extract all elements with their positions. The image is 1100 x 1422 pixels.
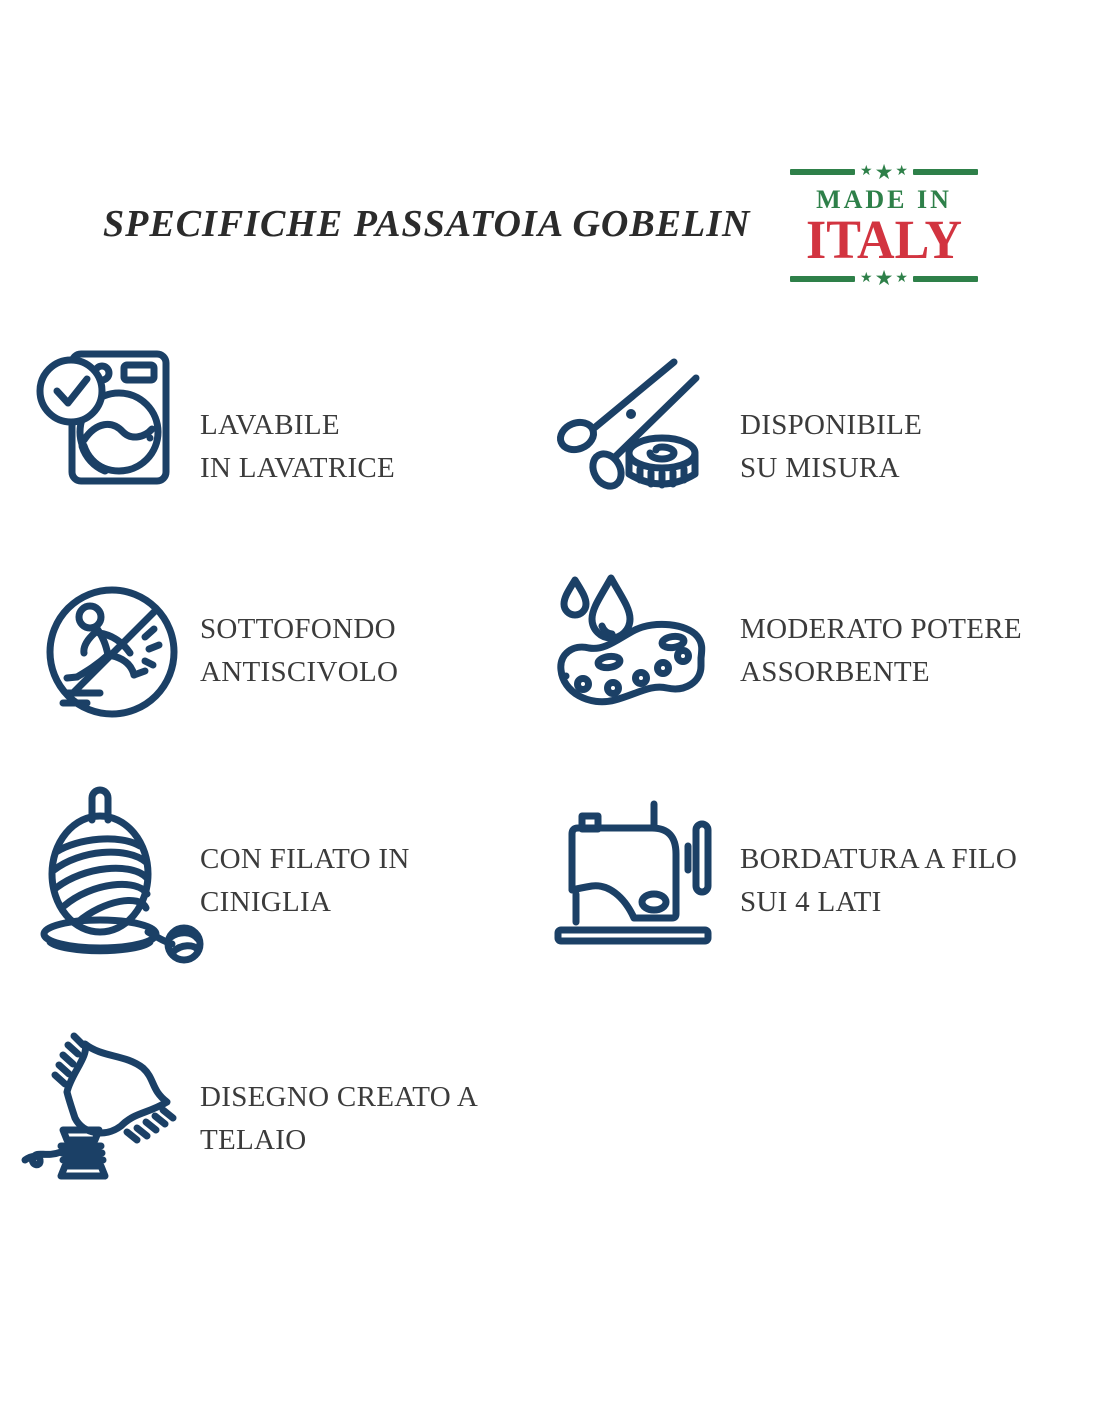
feature-label-line: ASSORBENTE: [740, 656, 930, 688]
feature-label-line: DISEGNO CREATO A: [200, 1081, 479, 1113]
feature-label-line: DISPONIBILE: [740, 409, 923, 441]
badge-italy-text: ITALY: [805, 210, 963, 270]
badge-made-in-text: MADE IN: [816, 185, 952, 214]
badge-top-row: [790, 160, 978, 184]
star-icon: ★: [874, 159, 894, 184]
feature-label-line: ANTISCIVOLO: [200, 656, 399, 688]
feature-antiscivolo-label: [200, 608, 570, 694]
feature-label-line: LAVABILE: [200, 409, 340, 441]
feature-label-line: SUI 4 LATI: [740, 886, 882, 918]
feature-label-line: TELAIO: [200, 1124, 307, 1156]
sewing-machine-icon: [548, 798, 723, 958]
yarn-spool-icon: [28, 782, 213, 977]
badge-bar: [790, 276, 855, 282]
feature-label-line: SU MISURA: [740, 452, 900, 484]
star-icon: ★: [874, 266, 894, 291]
badge-bar: [913, 169, 978, 175]
star-icon: ★: [895, 270, 908, 286]
feature-telaio-label: [200, 1076, 570, 1162]
loom-fabric-icon: [15, 1032, 205, 1187]
feature-assorbente-label: [740, 608, 1100, 694]
made-in-italy-badge: [790, 160, 978, 291]
feature-bordatura-label: [740, 838, 1100, 924]
star-icon: ★: [860, 164, 873, 179]
washing-machine-check-icon: [28, 342, 178, 494]
scissors-measuring-tape-icon: [550, 352, 718, 512]
feature-label-line: BORDATURA A FILO: [740, 843, 1018, 875]
badge-bar: [913, 276, 978, 282]
badge-bar: [790, 169, 855, 175]
feature-ciniglia-label: [200, 838, 570, 924]
feature-su-misura-label: [740, 404, 1100, 490]
feature-label-line: IN LAVATRICE: [200, 452, 396, 484]
star-icons: [860, 268, 908, 289]
feature-label-line: CON FILATO IN: [200, 843, 410, 875]
no-slip-icon: [36, 576, 188, 728]
star-icon: ★: [895, 164, 908, 179]
sponge-water-drops-icon: [545, 570, 725, 735]
page-title: SPECIFICHE PASSATOIA GOBELIN: [103, 203, 751, 245]
star-icons: [860, 159, 908, 184]
feature-label-line: SOTTOFONDO: [200, 613, 396, 645]
star-icon: ★: [860, 270, 873, 286]
feature-lavabile-label: [200, 404, 570, 490]
feature-label-line: MODERATO POTERE: [740, 613, 1022, 645]
feature-label-line: CINIGLIA: [200, 886, 332, 918]
